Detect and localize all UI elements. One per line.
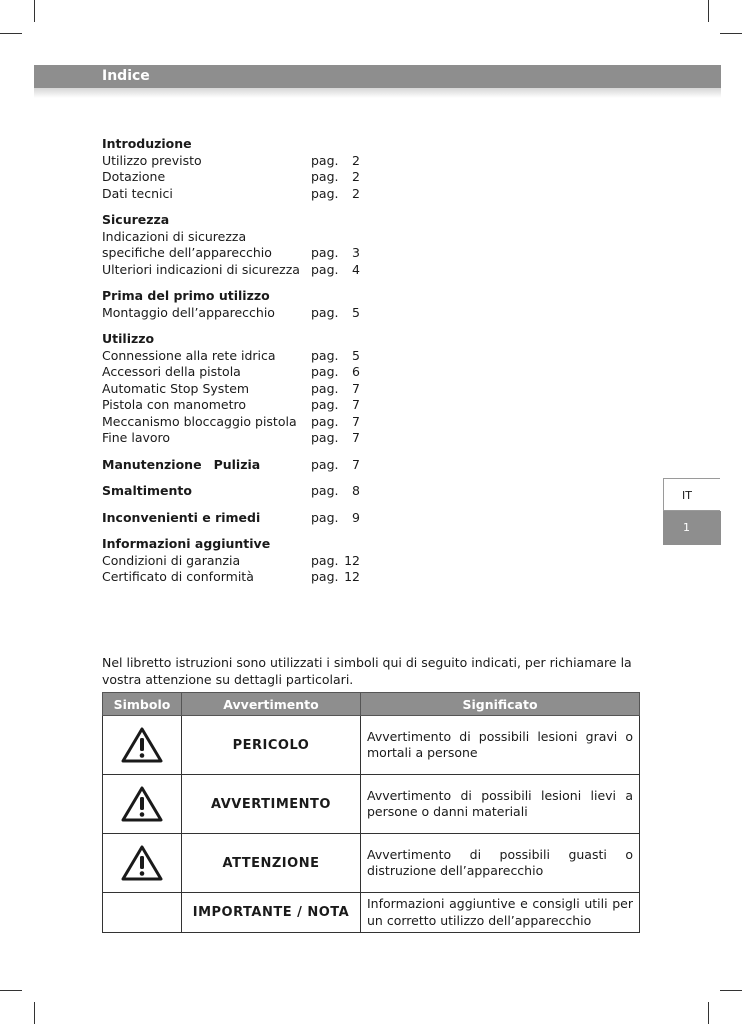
toc-entry-page: 3 bbox=[352, 245, 360, 260]
toc-entry[interactable] bbox=[102, 364, 372, 381]
toc-entry-label: Certificato di conformità bbox=[102, 569, 254, 584]
toc-heading: Introduzione bbox=[102, 136, 192, 151]
toc-heading: Prima del primo utilizzo bbox=[102, 288, 270, 303]
toc-entry-pag: pag. bbox=[311, 152, 339, 168]
toc-entry-page: 12 bbox=[344, 569, 360, 584]
table-header-row bbox=[103, 693, 640, 716]
toc-entry[interactable] bbox=[102, 483, 372, 500]
table-row bbox=[103, 893, 640, 933]
warning-label: AVVERTIMENTO bbox=[182, 775, 361, 834]
crop-mark bbox=[720, 990, 742, 991]
toc-heading: Manutenzione bbox=[102, 456, 202, 472]
toc-entry[interactable] bbox=[102, 430, 372, 447]
warning-triangle-icon bbox=[103, 716, 182, 775]
symbols-table bbox=[102, 692, 640, 933]
toc-entry-pag: pag. bbox=[311, 380, 339, 396]
page-title: Indice bbox=[102, 68, 150, 84]
toc-entry-pag: pag. bbox=[311, 304, 339, 320]
toc-heading: Smaltimento bbox=[102, 483, 192, 498]
table-row bbox=[103, 834, 640, 893]
toc-entry-pag: pag. bbox=[311, 430, 339, 445]
toc-entry[interactable] bbox=[102, 262, 372, 279]
toc-entry[interactable] bbox=[102, 153, 372, 170]
toc-section bbox=[102, 136, 372, 202]
column-header-meaning: Significato bbox=[361, 693, 640, 716]
toc-entry-label: Fine lavoro bbox=[102, 430, 171, 445]
meaning-text: Informazioni aggiuntive e consigli utili per un corretto utilizzo dell’apparecchio bbox=[361, 893, 640, 933]
crop-mark bbox=[0, 990, 22, 991]
toc-entry-page: 2 bbox=[352, 185, 360, 201]
crop-mark bbox=[720, 33, 742, 34]
toc-entry-pag: pag. bbox=[311, 509, 339, 525]
table-row bbox=[103, 716, 640, 775]
toc-entry[interactable] bbox=[102, 414, 372, 431]
toc-entry-label: Dati tecnici bbox=[102, 185, 173, 201]
page-number-tab: 1 bbox=[663, 511, 721, 545]
toc-entry-pag: pag. bbox=[311, 456, 339, 472]
toc-entry-page: 7 bbox=[352, 397, 360, 412]
crop-mark bbox=[708, 1002, 709, 1024]
toc-entry[interactable] bbox=[102, 245, 372, 262]
toc-entry-page: 9 bbox=[352, 509, 360, 525]
toc-entry-page: 7 bbox=[352, 380, 360, 396]
toc-section bbox=[102, 536, 372, 586]
crop-mark bbox=[34, 1002, 35, 1024]
toc-entry[interactable] bbox=[102, 397, 372, 414]
toc-entry-page: 4 bbox=[352, 261, 360, 277]
toc-entry-page: 7 bbox=[352, 413, 360, 429]
toc-entry[interactable] bbox=[102, 510, 372, 527]
toc-entry[interactable] bbox=[102, 348, 372, 365]
toc-heading: Sicurezza bbox=[102, 212, 170, 227]
warning-triangle-icon bbox=[103, 775, 182, 834]
toc-entry-label: Condizioni di garanzia bbox=[102, 552, 241, 568]
toc-entry-label: Utilizzo previsto bbox=[102, 152, 202, 168]
header-shadow bbox=[34, 88, 721, 98]
warning-label: ATTENZIONE bbox=[182, 834, 361, 893]
meaning-text: Avvertimento di possibili lesioni gravi o mortali a persone bbox=[361, 716, 640, 775]
toc-entry-label: Meccanismo bloccaggio pistola bbox=[102, 413, 297, 429]
toc-entry-page: 2 bbox=[352, 152, 360, 168]
meaning-text: Avvertimento di possibili guasti o distruzione dell’apparecchio bbox=[361, 834, 640, 893]
toc-heading: Informazioni aggiuntive bbox=[102, 536, 271, 551]
toc-entry-page: 2 bbox=[352, 169, 360, 184]
toc-section bbox=[102, 331, 372, 447]
toc-entry-pag: pag. bbox=[311, 169, 339, 184]
toc-entry-pag: pag. bbox=[311, 483, 339, 498]
toc-entry-page: 5 bbox=[352, 304, 360, 320]
toc-section bbox=[102, 510, 372, 527]
toc-section bbox=[102, 483, 372, 500]
toc-entry-label: Connessione alla rete idrica bbox=[102, 347, 276, 363]
toc-entry-label: Dotazione bbox=[102, 169, 166, 184]
warning-label: IMPORTANTE / NOTA bbox=[182, 893, 361, 933]
toc-section bbox=[102, 457, 372, 474]
toc-entry[interactable] bbox=[102, 457, 372, 474]
toc-entry[interactable] bbox=[102, 305, 372, 322]
toc-entry-label: Pistola con manometro bbox=[102, 397, 247, 412]
toc-entry[interactable] bbox=[102, 569, 372, 586]
column-header-symbol: Simbolo bbox=[103, 693, 182, 716]
toc-entry-label: Montaggio dell’apparecchio bbox=[102, 304, 275, 320]
toc-heading-extra: Pulizia bbox=[213, 456, 261, 472]
toc-entry-page: 7 bbox=[352, 430, 360, 445]
toc-heading: Inconvenienti e rimedi bbox=[102, 509, 261, 525]
toc-entry-pag: pag. bbox=[311, 261, 339, 277]
empty-symbol-cell bbox=[103, 893, 182, 933]
warning-label: PERICOLO bbox=[182, 716, 361, 775]
toc-entry[interactable] bbox=[102, 169, 372, 186]
crop-mark bbox=[708, 0, 709, 22]
toc-entry-label: Accessori della pistola bbox=[102, 364, 241, 379]
toc-heading: Utilizzo bbox=[102, 331, 155, 346]
column-header-warning: Avvertimento bbox=[182, 693, 361, 716]
toc-entry-page: 6 bbox=[352, 364, 360, 379]
toc-entry-pag: pag. bbox=[311, 347, 339, 363]
toc-entry-page: 8 bbox=[352, 483, 360, 498]
toc-section bbox=[102, 212, 372, 278]
toc-entry-pag: pag. bbox=[311, 364, 339, 379]
toc-entry-page: 5 bbox=[352, 347, 360, 363]
warning-triangle-icon bbox=[103, 834, 182, 893]
table-row bbox=[103, 775, 640, 834]
toc-entry-page: 12 bbox=[344, 552, 360, 568]
toc-entry-pag: pag. bbox=[311, 245, 339, 260]
toc-entry[interactable] bbox=[102, 553, 372, 570]
toc-entry-label: Indicazioni di sicurezza bbox=[102, 228, 247, 244]
toc-section bbox=[102, 288, 372, 321]
toc-entry-pag: pag. bbox=[311, 569, 339, 584]
toc-entry-pag: pag. bbox=[311, 552, 339, 568]
crop-mark bbox=[0, 33, 22, 34]
toc-entry[interactable] bbox=[102, 186, 372, 203]
table-of-contents bbox=[102, 136, 372, 596]
crop-mark bbox=[34, 0, 35, 22]
toc-entry-pag: pag. bbox=[311, 397, 339, 412]
toc-entry-label: specifiche dell’apparecchio bbox=[102, 245, 272, 260]
meaning-text: Avvertimento di possibili lesioni lievi a persone o danni materiali bbox=[361, 775, 640, 834]
toc-entry-page: 7 bbox=[352, 456, 360, 472]
toc-entry[interactable] bbox=[102, 229, 372, 246]
toc-entry-pag: pag. bbox=[311, 185, 339, 201]
toc-entry-label: Ulteriori indicazioni di sicurezza bbox=[102, 261, 300, 277]
language-tab: IT bbox=[663, 478, 720, 511]
toc-entry-label: Automatic Stop System bbox=[102, 380, 250, 396]
toc-entry-pag: pag. bbox=[311, 413, 339, 429]
toc-entry[interactable] bbox=[102, 381, 372, 398]
intro-paragraph: Nel libretto istruzioni sono utilizzati i simboli qui di seguito indicati, per richiamare la vostra attenzione su dettagli particolari. bbox=[102, 655, 632, 687]
